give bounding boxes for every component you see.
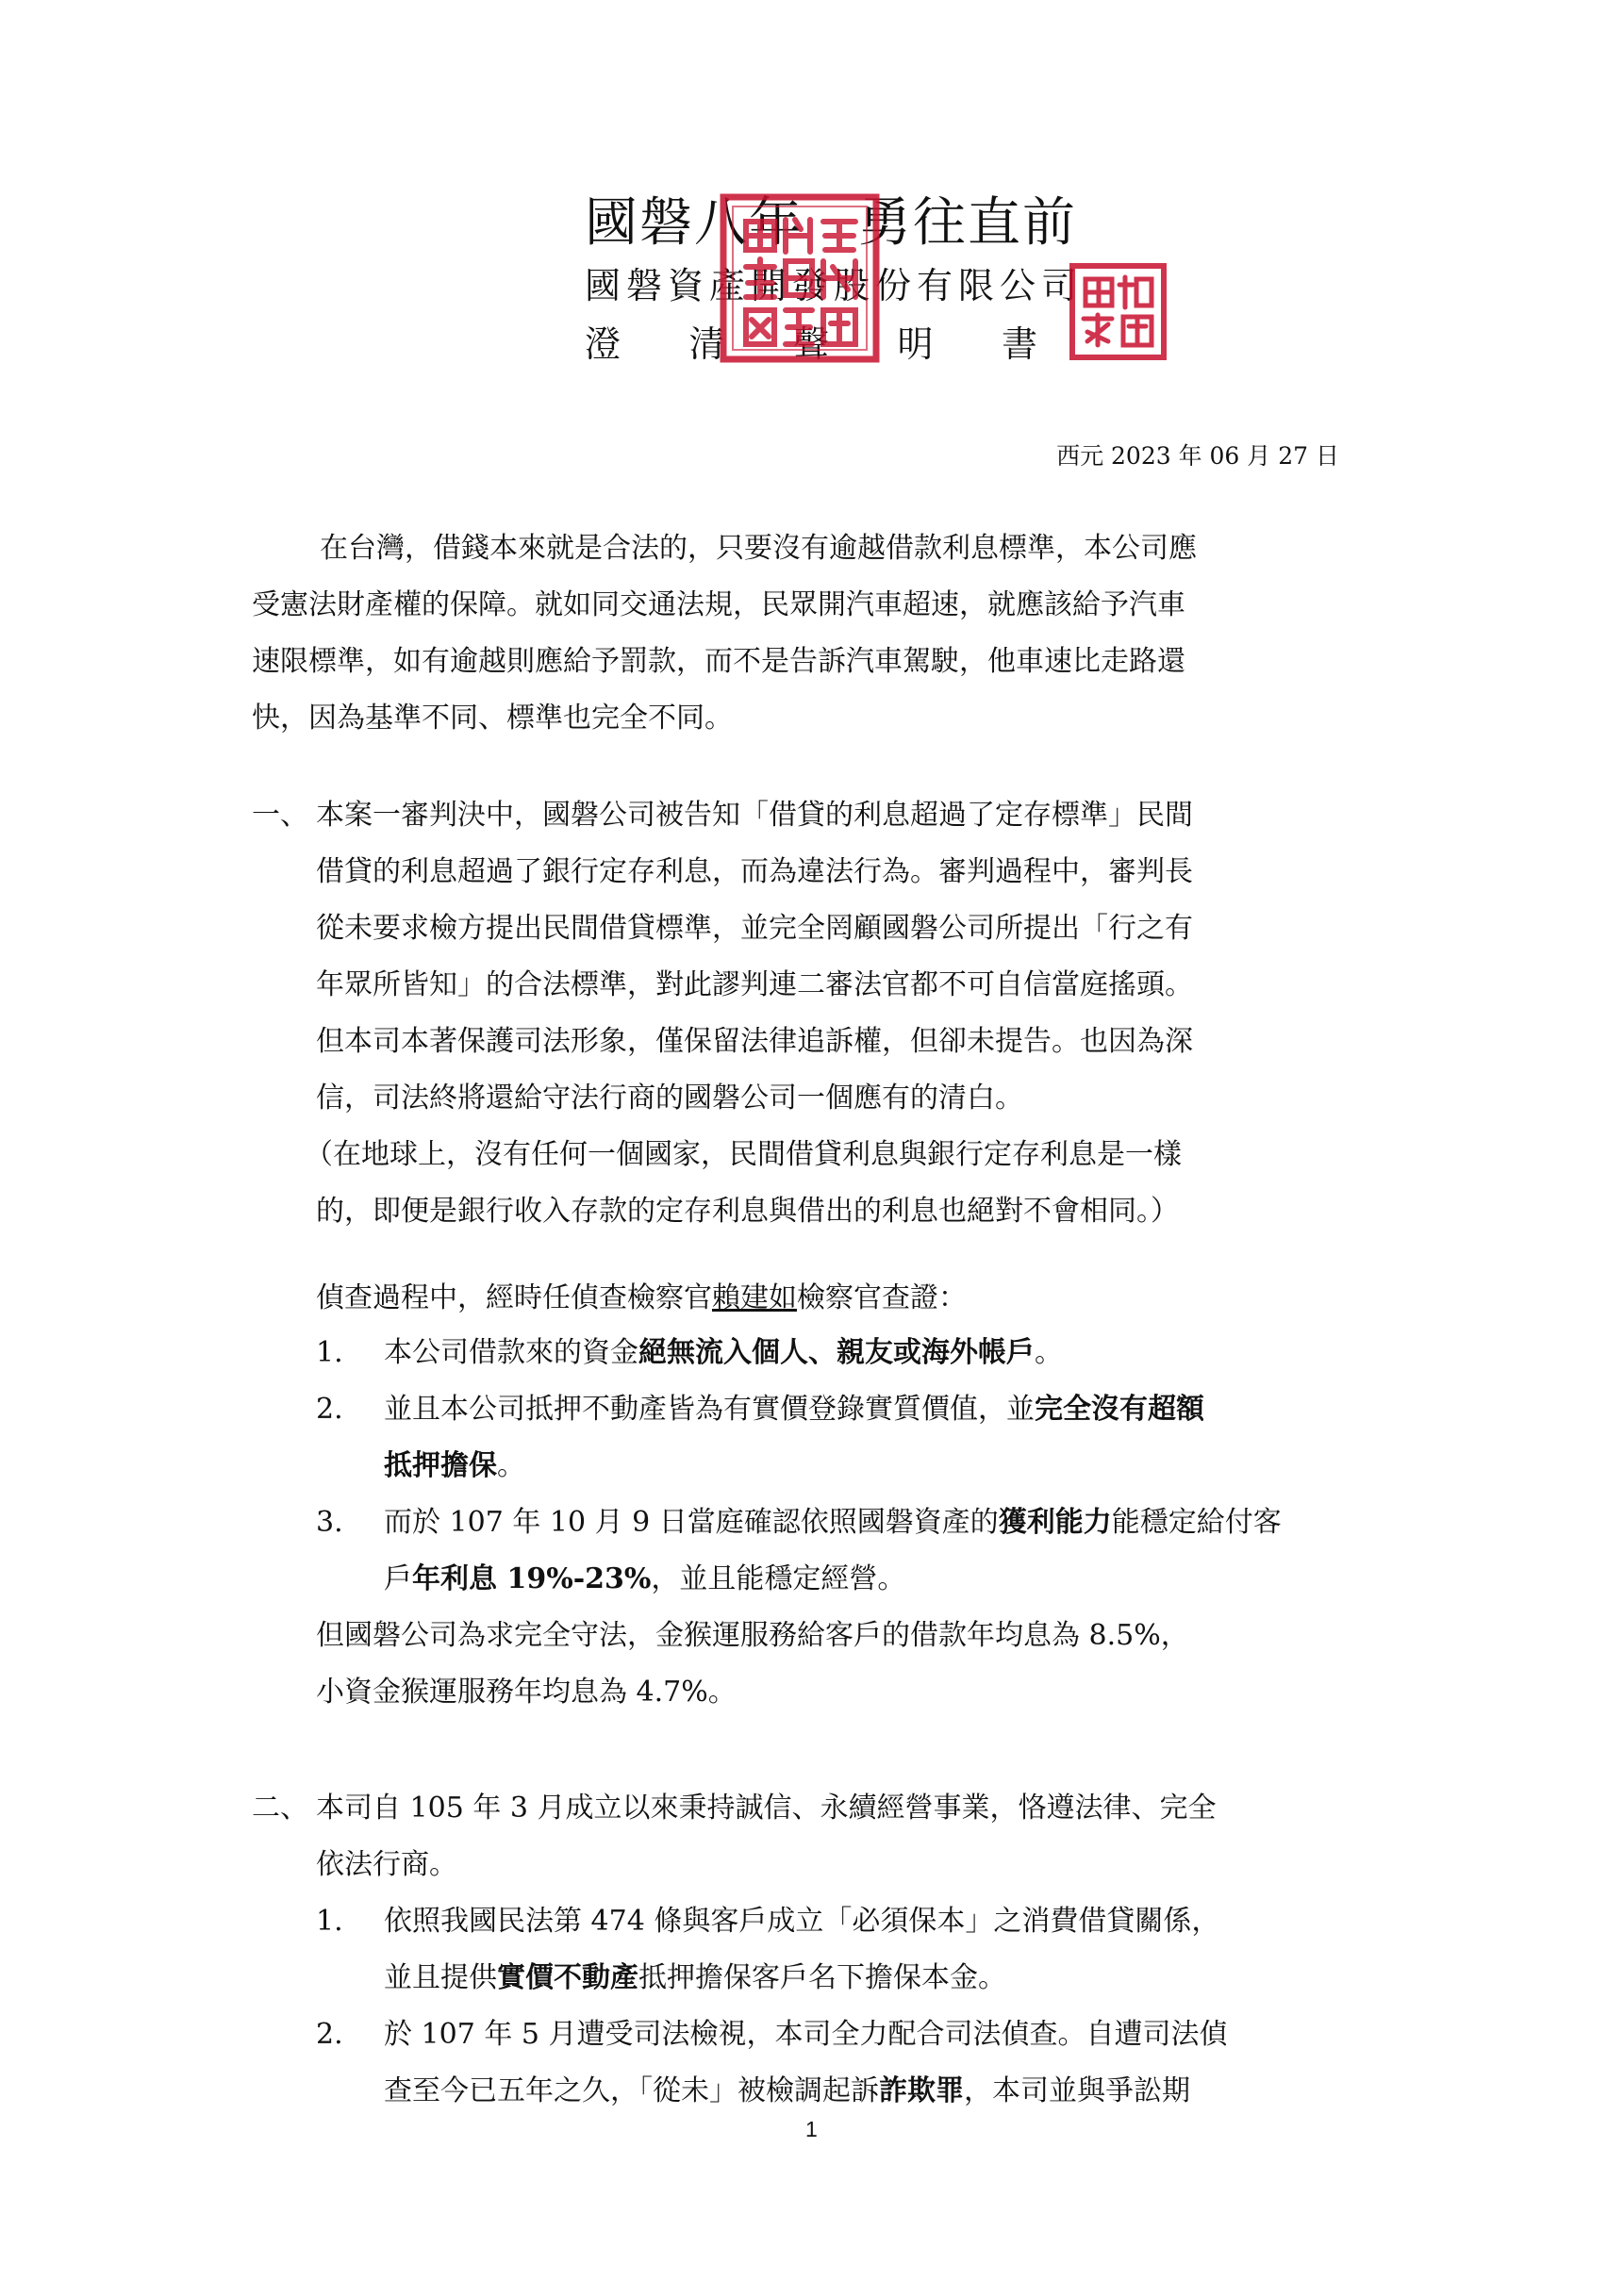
list-number: 1. (316, 1336, 343, 1369)
text-line: 速限標準，如有逾越則應給予罰款，而不是告訴汽車駕駛，他車速比走路還 (252, 645, 1185, 678)
text-run: 並且本公司抵押不動產皆為有實價登錄實質價值，並 (384, 1393, 1035, 1426)
section-2-marker: 二、 (252, 1792, 308, 1825)
list-item (316, 1495, 1334, 1551)
text-run: 於 107 年 5 月遭受司法檢視，本司全力配合司法偵查。自遭司法偵 (384, 2018, 1228, 2051)
bold-text: 詐欺罪 (879, 2074, 964, 2107)
investigation-pre: 偵查過程中，經時任偵查檢察官 (316, 1281, 712, 1314)
investigation-findings-list (316, 1325, 1334, 1608)
text-line: 信，司法終將還給守法行商的國磐公司一個應有的清白。 (316, 1082, 1023, 1115)
representative-seal-stamp (1069, 262, 1168, 361)
company-seal-stamp (720, 193, 880, 363)
bold-text: 實價不動產 (497, 1961, 638, 1994)
text-run: 。 (497, 1449, 525, 1482)
list-number: 2. (316, 2018, 343, 2051)
text-run: 能穩定給付客 (1111, 1506, 1282, 1539)
section-1-marker: 一、 (252, 799, 308, 832)
text-run: 而於 107 年 10 月 9 日當庭確認依照國磐資產的 (384, 1506, 999, 1539)
section-2-body (316, 1780, 1334, 1893)
company-name: 國磐資產開發股份有限公司 (585, 265, 1084, 306)
doc-type-char: 聲 (792, 323, 829, 365)
doc-type-char: 清 (688, 323, 725, 365)
text-line: 小資金猴運服務年均息為 4.7%。 (316, 1676, 737, 1709)
list-number: 3. (316, 1506, 343, 1539)
doc-type-char: 澄 (585, 323, 621, 365)
bold-text: 絕無流入個人、親友或海外帳戶 (638, 1336, 1035, 1369)
section-2-list (316, 1893, 1334, 2120)
investigation-post: 檢察官查證： (797, 1281, 967, 1314)
list-item-continuation (316, 1551, 1334, 1608)
list-number: 2. (316, 1393, 343, 1426)
text-run: 本公司借款來的資金 (384, 1336, 638, 1369)
page-number: 1 (805, 2117, 818, 2141)
list-item (316, 1381, 1334, 1438)
text-line: 快，因為基準不同、標準也完全不同。 (252, 702, 733, 735)
list-item (316, 1325, 1334, 1381)
section-1-body (305, 787, 1334, 1240)
doc-type-char: 明 (897, 323, 934, 365)
text-run: ，並且能穩定經營。 (651, 1562, 906, 1595)
list-item-continuation (316, 2063, 1334, 2120)
list-number: 1. (316, 1905, 343, 1938)
text-line: 的，即便是銀行收入存款的定存利息與借出的利息也絕對不會相同。） (316, 1195, 1179, 1228)
doc-type-char: 書 (1001, 323, 1037, 365)
bold-text: 完全沒有超額 (1035, 1393, 1204, 1426)
document-date: 西元 2023 年 06 月 27 日 (1056, 442, 1339, 470)
list-item (316, 2007, 1334, 2063)
text-line: 本案一審判決中，國磐公司被告知「借貸的利息超過了定存標準」民間 (316, 799, 1193, 832)
list-item (316, 1893, 1334, 1950)
text-line: 年眾所皆知」的合法標準，對此謬判連二審法官都不可自信當庭搖頭。 (316, 968, 1193, 1001)
list-item-continuation (316, 1438, 1334, 1495)
text-run: 戶 (384, 1562, 412, 1595)
text-run: 依照我國民法第 474 條與客戶成立「必須保本」之消費借貸關係， (384, 1905, 1220, 1938)
intro-paragraph (252, 520, 1336, 747)
text-line: 借貸的利息超過了銀行定存利息，而為違法行為。審判過程中，審判長 (316, 855, 1193, 888)
text-run: 抵押擔保客戶名下擔保本金。 (638, 1961, 1006, 1994)
text-line: 依法行商。 (316, 1848, 457, 1881)
text-run: 並且提供 (384, 1961, 497, 1994)
text-line: 本司自 105 年 3 月成立以來秉持誠信、永續經營事業，恪遵法律、完全 (316, 1792, 1217, 1825)
bold-text: 年利息 19%-23% (412, 1562, 652, 1595)
text-run: 查至今已五年之久，「從未」被檢調起訴 (384, 2074, 879, 2107)
bold-text: 抵押擔保 (384, 1449, 497, 1482)
text-line: （在地球上，沒有任何一個國家，民間借貸利息與銀行定存利息是一樣 (305, 1138, 1182, 1171)
text-run: 。 (1035, 1336, 1063, 1369)
text-line: 從未要求檢方提出民間借貸標準，並完全罔顧國磐公司所提出「行之有 (316, 912, 1193, 945)
investigation-line (316, 1270, 1334, 1327)
text-line: 但本司本著保護司法形象，僅保留法律追訴權，但卻未提告。也因為深 (316, 1025, 1193, 1058)
list-item-continuation (316, 1950, 1334, 2007)
interest-rate-note (316, 1608, 1334, 1721)
prosecutor-name: 賴建如 (712, 1281, 797, 1314)
text-line: 受憲法財產權的保障。就如同交通法規，民眾開汽車超速，就應該給予汽車 (252, 588, 1185, 621)
text-line: 在台灣，借錢本來就是合法的，只要沒有逾越借款利息標準，本公司應 (320, 532, 1197, 565)
text-line: 但國磐公司為求完全守法，金猴運服務給客戶的借款年均息為 8.5%， (316, 1619, 1189, 1652)
document-title: 國磐八年 勇往直前 (585, 192, 1077, 254)
bold-text: 獲利能力 (998, 1506, 1112, 1539)
text-run: ，本司並與爭訟期 (964, 2074, 1190, 2107)
